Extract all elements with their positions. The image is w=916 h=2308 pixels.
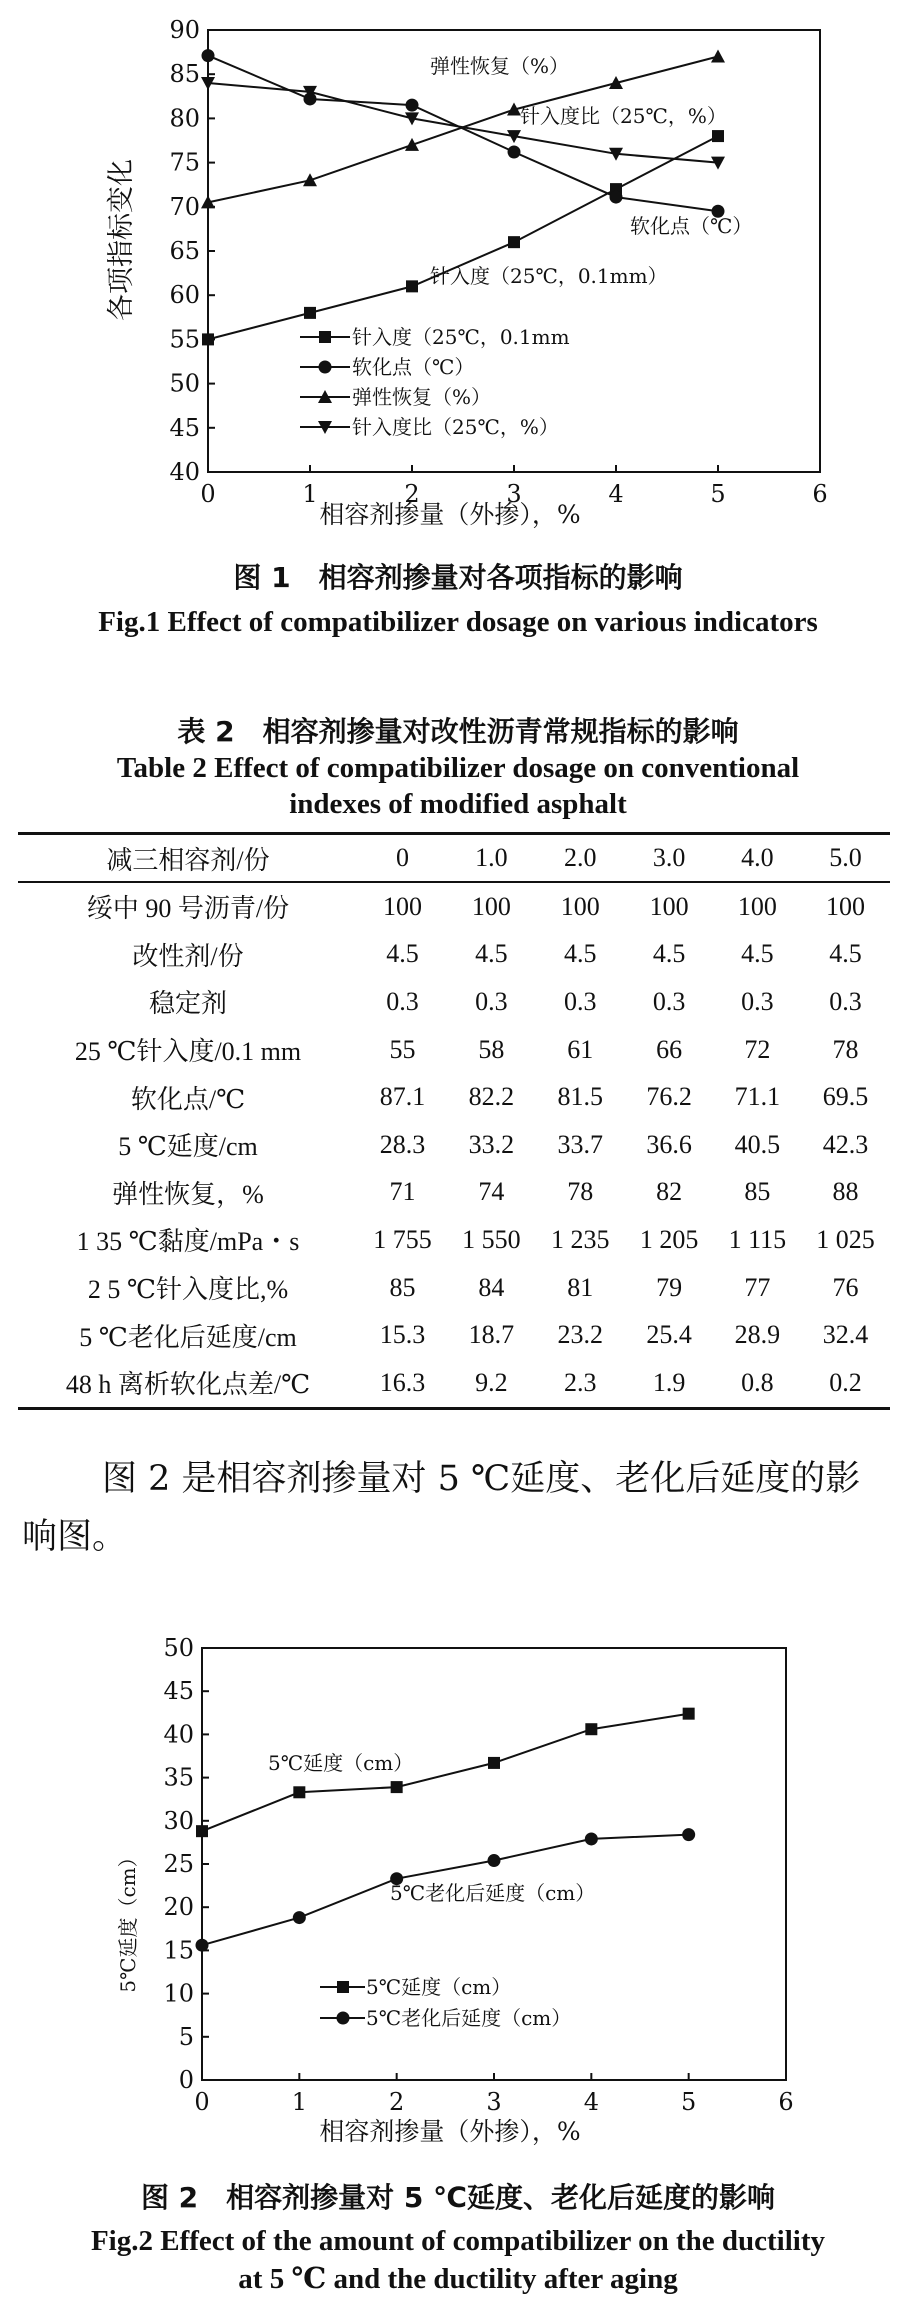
data-point [405,138,419,151]
data-point [610,191,623,204]
table-header-cell: 3.0 [652,843,686,872]
table-cell: 78 [832,1034,859,1064]
figure-2-legend-aged-ductility: 5℃老化后延度（cm） [366,2006,572,2030]
figure-1-y-axis-label: 各项指标变化 [106,159,137,321]
x-tick-label: 0 [200,480,216,508]
table-row [18,1121,890,1169]
table-cell: 4.5 [652,939,686,969]
y-tick-label: 10 [163,1979,194,2008]
table-cell: 23.2 [557,1320,604,1350]
y-tick-label: 5 [178,2022,194,2051]
table-cell: 36.6 [646,1129,692,1159]
table-cell: 4.5 [475,939,508,969]
table-row-label: 25 ℃针入度/0.1 mm [74,1037,302,1067]
table-cell: 1.9 [652,1367,686,1397]
data-point [293,1911,306,1924]
data-point [585,1723,597,1735]
y-tick-label: 0 [178,2066,194,2094]
figure-1-label-elastic: 弹性恢复（%） [430,54,570,78]
y-tick-label: 30 [163,1806,194,1835]
table-cell: 82.2 [468,1082,515,1112]
table-cell: 69.5 [822,1082,869,1112]
table-cell: 85 [389,1272,416,1302]
figure-2-y-axis-label: 5℃延度（cm） [116,1847,140,1993]
y-tick-label: 25 [163,1850,194,1878]
table-cell: 100 [560,891,600,921]
table-header-cell: 5.0 [829,843,862,872]
y-tick-label: 35 [163,1763,194,1792]
x-tick-label: 2 [389,2088,405,2116]
figure-2 [0,1600,916,2165]
data-point [508,145,521,158]
table-cell: 0.3 [829,986,862,1016]
figure-2-caption-en-line1: Fig.2 Effect of the amount of compatibilizer on the ductility [90,2225,826,2257]
table-cell: 100 [471,891,511,921]
table-row [18,931,890,979]
table-cell: 72 [744,1034,771,1064]
table-row-label: 2 5 ℃针入度比,% [87,1275,289,1305]
table-cell: 77 [744,1272,771,1302]
table-row [18,1264,890,1312]
table-row-label: 软化点/℃ [130,1084,246,1114]
table-cell: 71 [389,1177,416,1207]
data-point [682,1828,695,1841]
data-point [293,1786,305,1798]
x-tick-label: 5 [710,480,726,508]
table-cell: 18.7 [468,1320,515,1350]
y-tick-label: 40 [163,1720,194,1749]
table-row [18,1073,890,1121]
figure-1-label-pen-ratio: 针入度比（25℃，%） [520,104,727,128]
c1-plot-frame [208,30,820,472]
x-tick-label: 0 [194,2088,210,2116]
table-row [18,1359,890,1408]
y-tick-label: 60 [169,281,200,310]
table-header-row [18,834,890,883]
table-2 [18,832,890,1410]
y-tick-label: 90 [169,16,200,44]
y-tick-label: 45 [163,1677,194,1706]
data-point [585,1832,598,1845]
table-header-cell: 减三相容剂/份 [106,845,270,875]
table-cell: 1 235 [551,1224,610,1254]
table-cell: 2.3 [564,1367,597,1397]
table-2-grid [18,832,890,1410]
data-point [712,130,724,142]
y-tick-label: 70 [169,192,200,221]
table-row-label: 5 ℃老化后延度/cm [79,1322,297,1352]
table-cell: 58 [478,1034,505,1064]
x-tick-label: 6 [778,2088,794,2116]
table-cell: 28.3 [379,1129,426,1159]
figure-2-legend-ductility: 5℃延度（cm） [366,1975,512,1999]
table-row-label: 稳定剂 [148,989,227,1019]
y-tick-label: 65 [169,237,200,265]
x-tick-label: 4 [583,2088,599,2116]
table-cell: 4.5 [741,939,774,969]
table-cell: 85 [744,1177,771,1207]
data-point [304,307,316,319]
table-cell: 1 025 [816,1224,875,1254]
figure-2-legend [320,1975,571,2030]
table-cell: 76 [832,1272,859,1302]
figure-2-caption-cn: 图 2 相容剂掺量对 5 ℃延度、老化后延度的影响 [140,2181,776,2214]
y-tick-label: 55 [169,325,200,354]
table-row [18,1216,890,1264]
figure-1-legend [300,325,570,439]
table-cell: 15.3 [379,1320,426,1350]
data-point [488,1854,501,1867]
x-tick-label: 3 [486,2088,502,2116]
figure-2-label-aged-ductility: 5℃老化后延度（cm） [390,1881,596,1905]
data-point [303,173,317,186]
data-point [488,1757,500,1769]
table-cell: 0.3 [386,986,419,1016]
figure-2-x-axis-label: 相容剂掺量（外掺），% [319,2117,581,2146]
figure-1-legend-elastic: 弹性恢复（%） [352,385,492,409]
table-cell: 33.7 [557,1129,604,1159]
y-tick-label: 45 [169,413,200,442]
table-cell: 0.3 [652,986,686,1016]
data-point [406,280,418,292]
x-tick-label: 3 [506,480,522,508]
table-cell: 74 [478,1177,505,1207]
table-header-cell: 0 [395,843,409,872]
table-cell: 1 205 [639,1224,699,1254]
figure-1-legend-softening: 软化点（℃） [352,355,475,379]
x-tick-label: 2 [404,480,420,508]
table-cell: 4.5 [386,939,419,969]
table-cell: 66 [656,1034,683,1064]
y-tick-label: 20 [163,1893,194,1922]
table-row-label: 1 35 ℃黏度/mPa・s [76,1227,300,1257]
data-point [508,236,520,248]
table-cell: 1 550 [462,1224,521,1254]
table-cell: 32.4 [822,1320,869,1350]
x-tick-label: 4 [608,480,624,508]
table-cell: 87.1 [379,1082,426,1112]
table-cell: 84 [478,1272,505,1302]
figure-1-legend-penetration: 针入度（25℃，0.1mm [352,325,570,349]
table-header-cell: 4.0 [741,843,774,872]
figure-1-legend-pen-ratio: 针入度比（25℃，%） [352,415,559,439]
x-tick-label: 1 [302,480,318,508]
x-tick-label: 6 [812,480,828,508]
x-tick-label: 1 [291,2088,307,2116]
table-row-label: 48 h 离析软化点差/℃ [65,1370,311,1400]
table-cell: 100 [737,891,777,921]
figure-2-label-ductility: 5℃延度（cm） [268,1751,414,1775]
table-cell: 100 [826,891,866,921]
y-tick-label: 50 [163,1634,194,1662]
table-cell: 42.3 [822,1129,869,1159]
data-point [391,1781,403,1793]
table-cell: 100 [649,891,689,921]
table-cell: 81.5 [557,1082,604,1112]
table-cell: 25.4 [646,1320,692,1350]
data-point [196,1825,208,1837]
table-cell: 0.2 [829,1367,862,1397]
table-cell: 1 755 [373,1224,432,1254]
figure-1-x-axis-label: 相容剂掺量（外掺），% [319,500,581,529]
table-cell: 79 [656,1272,683,1302]
data-point [406,99,419,112]
table-cell: 1 115 [728,1224,787,1254]
table-cell: 16.3 [379,1367,426,1397]
x-tick-label: 5 [681,2088,697,2116]
table-cell: 0.3 [475,986,508,1016]
figure-1-label-softening: 软化点（℃） [630,214,753,238]
figure-1-label-penetration: 针入度（25℃，0.1mm） [430,264,668,288]
table-row [18,882,890,931]
table-cell: 100 [382,891,422,921]
data-point [711,50,725,63]
figure-2-caption-en-line2: at 5 ℃ and the ductility after aging [238,2263,678,2295]
table-2-title-en-line1: Table 2 Effect of compatibilizer dosage on conventional [116,752,800,784]
table-header-cell: 2.0 [564,843,597,872]
table-row [18,1026,890,1074]
figure-1 [0,0,916,560]
table-cell: 55 [389,1034,416,1064]
y-tick-label: 80 [169,104,200,133]
table-2-title-cn: 表 2 相容剂掺量对改性沥青常规指标的影响 [177,715,739,748]
figure-1-chart [0,0,916,560]
table-row-label: 改性剂/份 [132,941,244,971]
table-row-label: 5 ℃延度/cm [118,1132,258,1162]
figure-1-caption-cn: 图 1 相容剂掺量对各项指标的影响 [233,561,683,594]
table-header-cell: 1.0 [475,843,508,872]
data-point [683,1708,695,1720]
y-tick-label: 50 [169,369,200,398]
table-cell: 9.2 [475,1367,508,1397]
table-cell: 81 [567,1272,594,1302]
table-cell: 0.8 [741,1367,774,1397]
table-cell: 4.5 [564,939,597,969]
body-paragraph: 图 2 是相容剂掺量对 5 ℃延度、老化后延度的影响图。 [22,1459,861,1557]
table-row [18,1169,890,1217]
table-cell: 71.1 [734,1082,781,1112]
y-tick-label: 85 [169,60,200,89]
table-cell: 40.5 [734,1129,781,1159]
y-tick-label: 75 [169,148,200,177]
table-cell: 28.9 [734,1320,781,1350]
table-row [18,978,890,1026]
table-2-title-en-line2: indexes of modified asphalt [289,788,627,820]
data-point [202,49,215,62]
table-cell: 4.5 [829,939,862,969]
figure-2-chart [0,1600,916,2165]
table-cell: 76.2 [646,1082,692,1112]
table-cell: 61 [567,1034,594,1064]
figure-1-caption-en: Fig.1 Effect of compatibilizer dosage on various indicators [98,606,818,638]
table-row-label: 绥中 90 号沥青/份 [86,894,290,924]
y-tick-label: 15 [163,1936,194,1965]
table-cell: 33.2 [468,1129,515,1159]
table-cell: 78 [567,1177,594,1207]
y-tick-label: 40 [169,458,200,486]
table-cell: 88 [832,1177,859,1207]
table-row [18,1311,890,1359]
table-cell: 82 [656,1177,683,1207]
table-cell: 0.3 [741,986,774,1016]
series-line-1 [208,56,718,212]
table-cell: 0.3 [564,986,597,1016]
table-row-label: 弹性恢复，% [112,1179,264,1209]
